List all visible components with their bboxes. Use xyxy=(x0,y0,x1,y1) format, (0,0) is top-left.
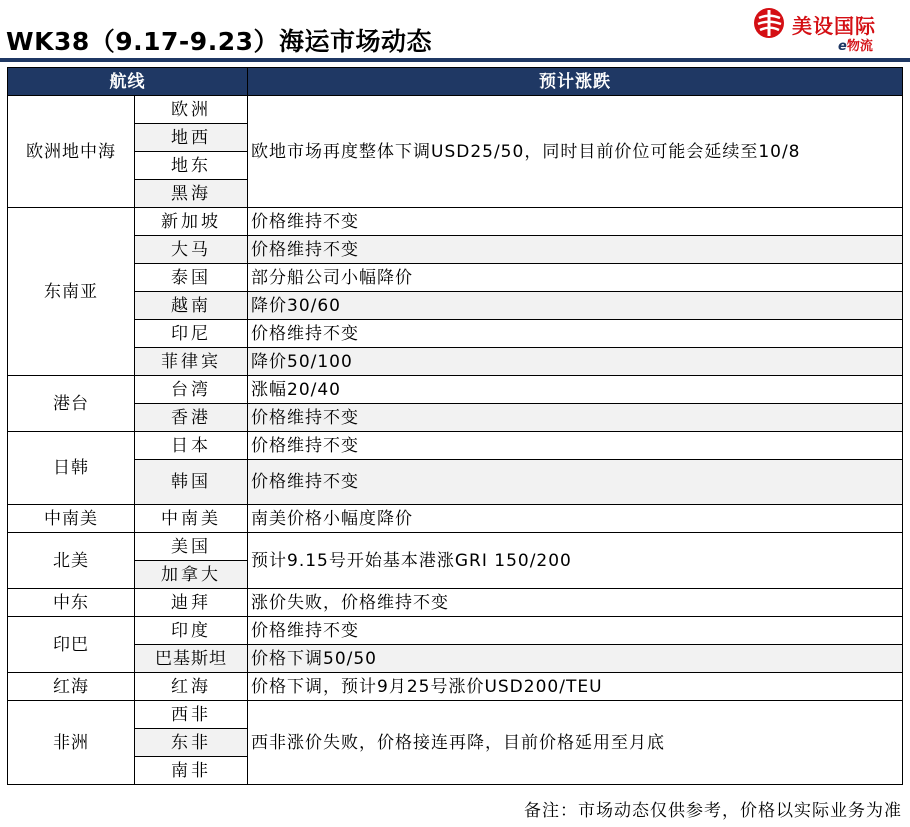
change-cell: 预计9.15号开始基本港涨GRI 150/200 xyxy=(248,533,903,589)
table-row xyxy=(8,701,903,729)
route-cell: 中南美 xyxy=(135,505,248,533)
region-cell: 欧洲地中海 xyxy=(8,96,135,208)
table-row xyxy=(8,617,903,645)
change-cell: 降价30/60 xyxy=(248,292,903,320)
change-cell: 价格维持不变 xyxy=(248,208,903,236)
change-cell: 南美价格小幅度降价 xyxy=(248,505,903,533)
table-row xyxy=(8,533,903,561)
route-cell: 台湾 xyxy=(135,376,248,404)
table-row xyxy=(8,320,903,348)
table-row xyxy=(8,96,903,124)
change-cell: 价格维持不变 xyxy=(248,404,903,432)
route-cell: 黑海 xyxy=(135,180,248,208)
table-row xyxy=(8,264,903,292)
route-cell: 日本 xyxy=(135,432,248,460)
table-row xyxy=(8,589,903,617)
route-cell: 香港 xyxy=(135,404,248,432)
route-cell: 美国 xyxy=(135,533,248,561)
change-cell: 价格维持不变 xyxy=(248,432,903,460)
table-row xyxy=(8,432,903,460)
change-cell: 价格下调，预计9月25号涨价USD200/TEU xyxy=(248,673,903,701)
route-cell: 红海 xyxy=(135,673,248,701)
company-logo xyxy=(752,4,902,56)
table-row xyxy=(8,505,903,533)
route-cell: 西非 xyxy=(135,701,248,729)
page-title: WK38（9.17-9.23）海运市场动态 xyxy=(6,27,432,56)
logo-mark-icon xyxy=(752,6,786,40)
route-cell: 南非 xyxy=(135,757,248,785)
region-cell: 红海 xyxy=(8,673,135,701)
route-cell: 大马 xyxy=(135,236,248,264)
route-cell: 地西 xyxy=(135,124,248,152)
route-cell: 加拿大 xyxy=(135,561,248,589)
region-cell: 中南美 xyxy=(8,505,135,533)
table-header-row xyxy=(8,68,903,96)
route-cell: 印度 xyxy=(135,617,248,645)
footnote: 备注：市场动态仅供参考，价格以实际业务为准 xyxy=(524,801,902,821)
change-cell: 价格下调50/50 xyxy=(248,645,903,673)
change-cell: 涨价失败，价格维持不变 xyxy=(248,589,903,617)
region-cell: 东南亚 xyxy=(8,208,135,376)
route-cell: 印尼 xyxy=(135,320,248,348)
change-cell: 欧地市场再度整体下调USD25/50，同时目前价位可能会延续至10/8 xyxy=(248,96,903,208)
title-underline xyxy=(0,58,910,62)
header-route: 航线 xyxy=(8,68,248,96)
route-cell: 新加坡 xyxy=(135,208,248,236)
change-cell: 价格维持不变 xyxy=(248,236,903,264)
route-cell: 巴基斯坦 xyxy=(135,645,248,673)
change-cell: 价格维持不变 xyxy=(248,320,903,348)
logo-subtitle: e物流 xyxy=(838,39,873,54)
table-row xyxy=(8,292,903,320)
route-cell: 越南 xyxy=(135,292,248,320)
table-row xyxy=(8,404,903,432)
logo-name: 美设国际 xyxy=(792,14,876,38)
table-row xyxy=(8,208,903,236)
header-change: 预计涨跌 xyxy=(248,68,903,96)
table-row xyxy=(8,645,903,673)
region-cell: 中东 xyxy=(8,589,135,617)
route-cell: 地东 xyxy=(135,152,248,180)
table-row xyxy=(8,460,903,505)
region-cell: 北美 xyxy=(8,533,135,589)
change-cell: 西非涨价失败，价格接连再降，目前价格延用至月底 xyxy=(248,701,903,785)
route-cell: 泰国 xyxy=(135,264,248,292)
route-cell: 东非 xyxy=(135,729,248,757)
change-cell: 价格维持不变 xyxy=(248,460,903,505)
change-cell: 涨幅20/40 xyxy=(248,376,903,404)
change-cell: 部分船公司小幅降价 xyxy=(248,264,903,292)
change-cell: 价格维持不变 xyxy=(248,617,903,645)
route-cell: 迪拜 xyxy=(135,589,248,617)
table-row xyxy=(8,236,903,264)
region-cell: 日韩 xyxy=(8,432,135,505)
route-cell: 韩国 xyxy=(135,460,248,505)
region-cell: 印巴 xyxy=(8,617,135,673)
region-cell: 港台 xyxy=(8,376,135,432)
shipping-market-table xyxy=(7,67,903,785)
region-cell: 非洲 xyxy=(8,701,135,785)
table-row xyxy=(8,673,903,701)
route-cell: 菲律宾 xyxy=(135,348,248,376)
change-cell: 降价50/100 xyxy=(248,348,903,376)
table-row xyxy=(8,376,903,404)
route-cell: 欧洲 xyxy=(135,96,248,124)
table-row xyxy=(8,348,903,376)
